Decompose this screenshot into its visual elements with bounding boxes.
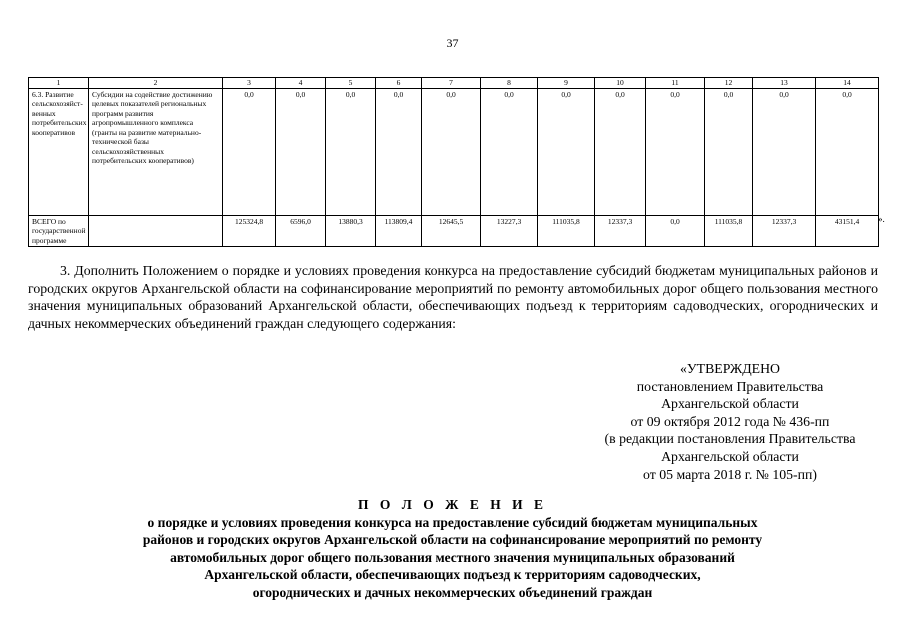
value-cell: 0,0: [705, 88, 753, 215]
description-cell: [89, 215, 223, 247]
value-cell: 0,0: [816, 88, 879, 215]
value-cell: 0,0: [326, 88, 376, 215]
column-header: 6: [376, 78, 422, 89]
value-cell: 6596,0: [276, 215, 326, 247]
column-header: 5: [326, 78, 376, 89]
column-header: 7: [422, 78, 481, 89]
document-subtitle-line: автомобильных дорог общего пользования местного значения муниципальных образований: [170, 549, 735, 565]
column-header: 1: [29, 78, 89, 89]
page-number: 37: [446, 36, 459, 50]
approval-line: от 09 октября 2012 года № 436-пп: [630, 413, 830, 429]
value-cell: 0,0: [422, 88, 481, 215]
value-cell: 113809,4: [376, 215, 422, 247]
table-header-row: [29, 78, 879, 89]
value-cell: 0,0: [595, 88, 646, 215]
value-cell: 12337,3: [595, 215, 646, 247]
column-header: 9: [538, 78, 595, 89]
value-cell: 0,0: [481, 88, 538, 215]
value-cell: 0,0: [376, 88, 422, 215]
column-header: 12: [705, 78, 753, 89]
value-cell: 13227,3: [481, 215, 538, 247]
value-cell: 43151,4: [816, 215, 879, 247]
document-subtitle-line: о порядке и условиях проведения конкурса на предоставление субсидий бюджетам муниципальных: [147, 514, 758, 530]
table-row-total: [29, 215, 879, 247]
approval-line: постановлением Правительства: [636, 378, 824, 394]
value-cell: 0,0: [538, 88, 595, 215]
document-subtitle-line: районов и городских округов Архангельской области на софинансирование мероприятий по ремонту: [142, 532, 763, 547]
column-header: 11: [646, 78, 705, 89]
value-cell: 0,0: [646, 215, 705, 247]
value-cell: 125324,8: [223, 215, 276, 247]
value-cell: 111035,8: [538, 215, 595, 247]
value-cell: 13880,3: [326, 215, 376, 247]
value-cell: 12645,5: [422, 215, 481, 247]
approval-line: (в редакции постановления Правительства: [604, 431, 856, 447]
column-header: 13: [753, 78, 816, 89]
table-row: [29, 88, 879, 215]
document-title: П О Л О Ж Е Н И Е: [358, 497, 547, 512]
value-cell: 0,0: [276, 88, 326, 215]
approval-stamp: [540, 360, 905, 483]
program-cell: 6.3. Развитие сельскохозяйст-венных потребительских кооперативов: [29, 88, 89, 215]
approval-line: от 05 марта 2018 г. № 105-пп): [643, 466, 817, 482]
column-header: 10: [595, 78, 646, 89]
approval-line: Архангельской области: [661, 396, 799, 412]
document-subtitle-line: Архангельской области, обеспечивающих подъезд к территориям садоводческих,: [204, 567, 701, 582]
value-cell: 0,0: [753, 88, 816, 215]
column-header: 14: [816, 78, 879, 89]
value-cell: 0,0: [223, 88, 276, 215]
budget-table: [28, 77, 879, 247]
document-subtitle-line: огороднических и дачных некоммерческих объединений граждан: [252, 584, 653, 600]
column-header: 3: [223, 78, 276, 89]
column-header: 2: [89, 78, 223, 89]
column-header: 4: [276, 78, 326, 89]
column-header: 8: [481, 78, 538, 89]
body-paragraph: [28, 262, 878, 332]
description-cell: Субсидии на содействие достижению целевых показателей региональных программ развития агропромышленного комплекса (гранты на развитие материально-технической базы сельскохозяйственных потребительских кооперативов): [89, 88, 223, 215]
approval-line: «УТВЕРЖДЕНО: [679, 361, 781, 376]
value-cell: 0,0: [646, 88, 705, 215]
value-cell: 12337,3: [753, 215, 816, 247]
program-cell: ВСЕГО по государственной программе: [29, 215, 89, 247]
table-closing-quote: ».: [878, 214, 885, 224]
value-cell: 111035,8: [705, 215, 753, 247]
document-title-block: [0, 496, 905, 601]
approval-line: Архангельской области: [661, 448, 799, 464]
paragraph-text: 3. Дополнить Положением о порядке и условиях проведения конкурса на предоставление субсидий бюджетам муниципальных районов и городских округов Архангельской области на софинансирование мероприятий по ремонту автомобильных дорог общего пользования местного значения муниципальных образований Архангельской области, обеспечивающих подъезд к территориям садоводческих, огороднических и дачных некоммерческих объединений граждан следующего содержания:: [28, 263, 878, 331]
